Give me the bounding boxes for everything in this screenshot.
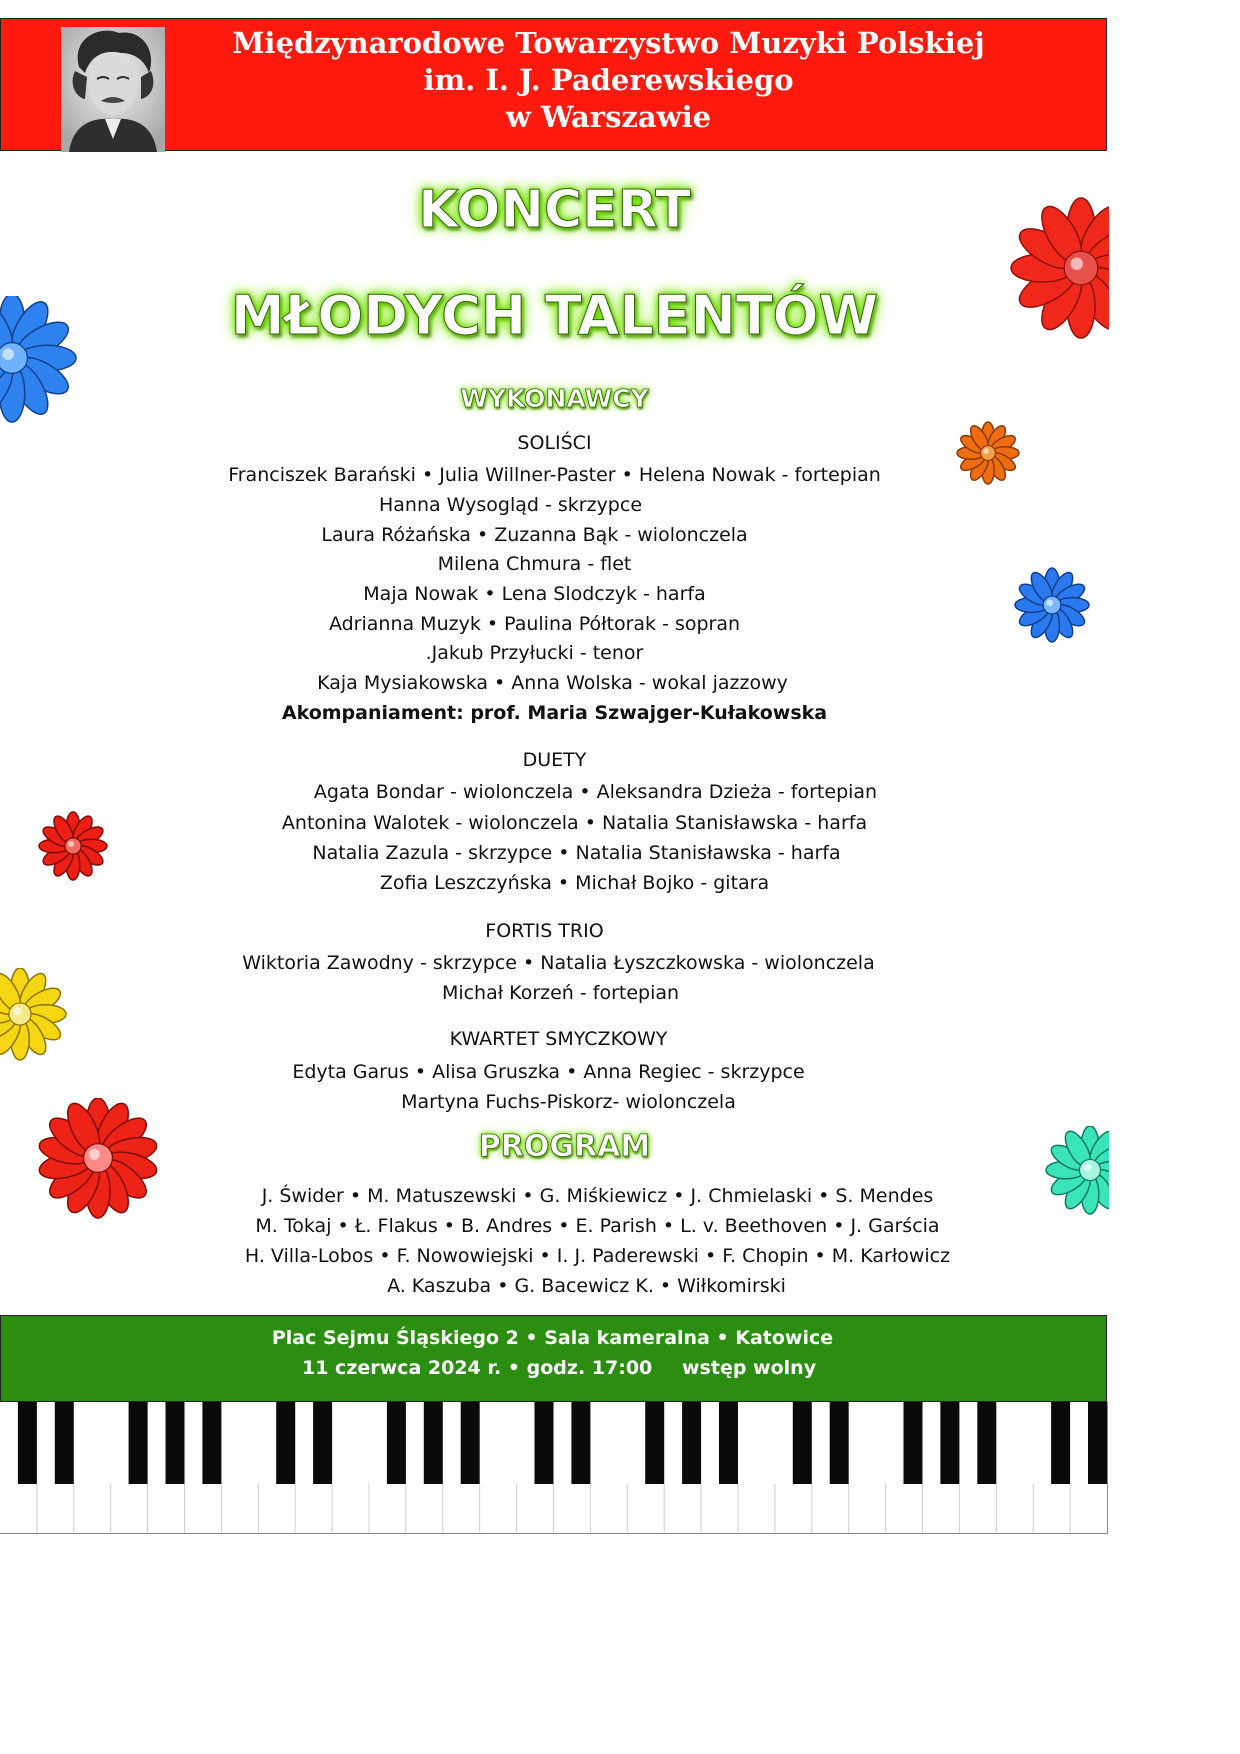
- soloist-line: Hanna Wysogląd - skrzypce: [378, 494, 643, 516]
- piano-black-key: [977, 1402, 996, 1484]
- piano-black-key: [830, 1402, 849, 1484]
- trio-heading: FORTIS TRIO: [485, 920, 604, 942]
- soloists-heading: SOLIŚCI: [517, 432, 592, 454]
- piano-black-key: [424, 1402, 443, 1484]
- piano-black-key: [166, 1402, 185, 1484]
- duets-heading: DUETY: [522, 749, 587, 771]
- piano-keyboard: [0, 1402, 1108, 1534]
- program-line: A. Kaszuba • G. Bacewicz K. • Wiłkomirski: [387, 1275, 786, 1297]
- program-heading: PROGRAM: [478, 1129, 651, 1164]
- blue-flower: [0, 296, 80, 430]
- header-line-2: im. I. J. Paderewskiego: [423, 63, 794, 97]
- piano-black-key: [719, 1402, 738, 1484]
- piano-black-key: [940, 1402, 959, 1484]
- quartet-line: Martyna Fuchs-Piskorz- wiolonczela: [401, 1091, 736, 1113]
- quartet-line: Edyta Garus • Alisa Gruszka • Anna Regiec - skrzypce: [292, 1061, 805, 1083]
- organization-name: [171, 25, 1046, 136]
- trio-line: Michał Korzeń - fortepian: [441, 982, 680, 1004]
- header-line-1: Międzynarodowe Towarzystwo Muzyki Polskiej: [232, 26, 985, 60]
- header-banner: [0, 18, 1107, 151]
- soloist-line: Adrianna Muzyk • Paulina Półtorak - sopran: [328, 613, 741, 635]
- footer-banner: [0, 1315, 1107, 1402]
- soloist-line: .Jakub Przyłucki - tenor: [425, 642, 644, 664]
- blue-flower: [1012, 566, 1092, 644]
- program-line: H. Villa-Lobos • F. Nowowiejski • I. J. Paderewski • F. Chopin • M. Karłowicz: [244, 1245, 951, 1267]
- soloist-line: Franciszek Barański • Julia Willner-Paster • Helena Nowak - fortepian: [228, 464, 881, 486]
- performers-heading: WYKONAWCY: [460, 384, 649, 413]
- date-line: 11 czerwca 2024 r. • godz. 17:00: [302, 1357, 653, 1379]
- piano-black-key: [202, 1402, 221, 1484]
- duet-line: Antonina Walotek - wiolonczela • Natalia Stanisławska - harfa: [281, 812, 868, 834]
- soloist-line: Maja Nowak • Lena Slodczyk - harfa: [363, 583, 706, 605]
- soloist-line: Laura Różańska • Zuzanna Bąk - wiolonczela: [321, 524, 748, 546]
- piano-black-key: [535, 1402, 554, 1484]
- piano-black-key: [18, 1402, 37, 1484]
- red-flower: [28, 1098, 168, 1220]
- program-line: M. Tokaj • Ł. Flakus • B. Andres • E. Parish • L. v. Beethoven • J. Garścia: [255, 1215, 940, 1237]
- paderewski-portrait: [61, 27, 165, 152]
- piano-black-key: [682, 1402, 701, 1484]
- entry-line: wstęp wolny: [682, 1357, 817, 1379]
- red-flower: [34, 810, 112, 882]
- duet-line: Zofia Leszczyńska • Michał Bojko - gitara: [379, 872, 770, 894]
- red-flower: [996, 193, 1109, 353]
- piano-black-key: [55, 1402, 74, 1484]
- header-line-3: w Warszawie: [505, 100, 712, 134]
- piano-black-key: [461, 1402, 480, 1484]
- piano-black-key: [793, 1402, 812, 1484]
- concert-subtitle: MŁODYCH TALENTÓW: [230, 284, 879, 347]
- soloist-line: Kaja Mysiakowska • Anna Wolska - wokal jazzowy: [317, 672, 788, 694]
- piano-black-key: [645, 1402, 664, 1484]
- orange-flower: [952, 420, 1024, 486]
- piano-black-key: [387, 1402, 406, 1484]
- yellow-flower: [0, 968, 72, 1064]
- concert-title: KONCERT: [418, 180, 691, 240]
- piano-black-key: [129, 1402, 148, 1484]
- piano-black-key: [276, 1402, 295, 1484]
- piano-black-key: [313, 1402, 332, 1484]
- piano-black-key: [904, 1402, 923, 1484]
- accompaniment-line: Akompaniament: prof. Maria Szwajger-Kułakowska: [281, 702, 828, 724]
- duet-line: Natalia Zazula - skrzypce • Natalia Stanisławska - harfa: [312, 842, 841, 864]
- duet-line: Agata Bondar - wiolonczela • Aleksandra Dzieża - fortepian: [313, 781, 878, 803]
- program-line: J. Świder • M. Matuszewski • G. Miśkiewicz • J. Chmielaski • S. Mendes: [261, 1185, 934, 1207]
- teal-flower: [1034, 1126, 1109, 1216]
- quartet-heading: KWARTET SMYCZKOWY: [449, 1028, 668, 1050]
- piano-black-key: [1051, 1402, 1070, 1484]
- trio-line: Wiktoria Zawodny - skrzypce • Natalia Łyszczkowska - wiolonczela: [242, 952, 875, 974]
- venue-line: Plac Sejmu Śląskiego 2 • Sala kameralna • Katowice: [271, 1327, 834, 1349]
- piano-black-key: [1088, 1402, 1107, 1484]
- soloist-line: Milena Chmura - flet: [437, 553, 632, 575]
- piano-black-key: [571, 1402, 590, 1484]
